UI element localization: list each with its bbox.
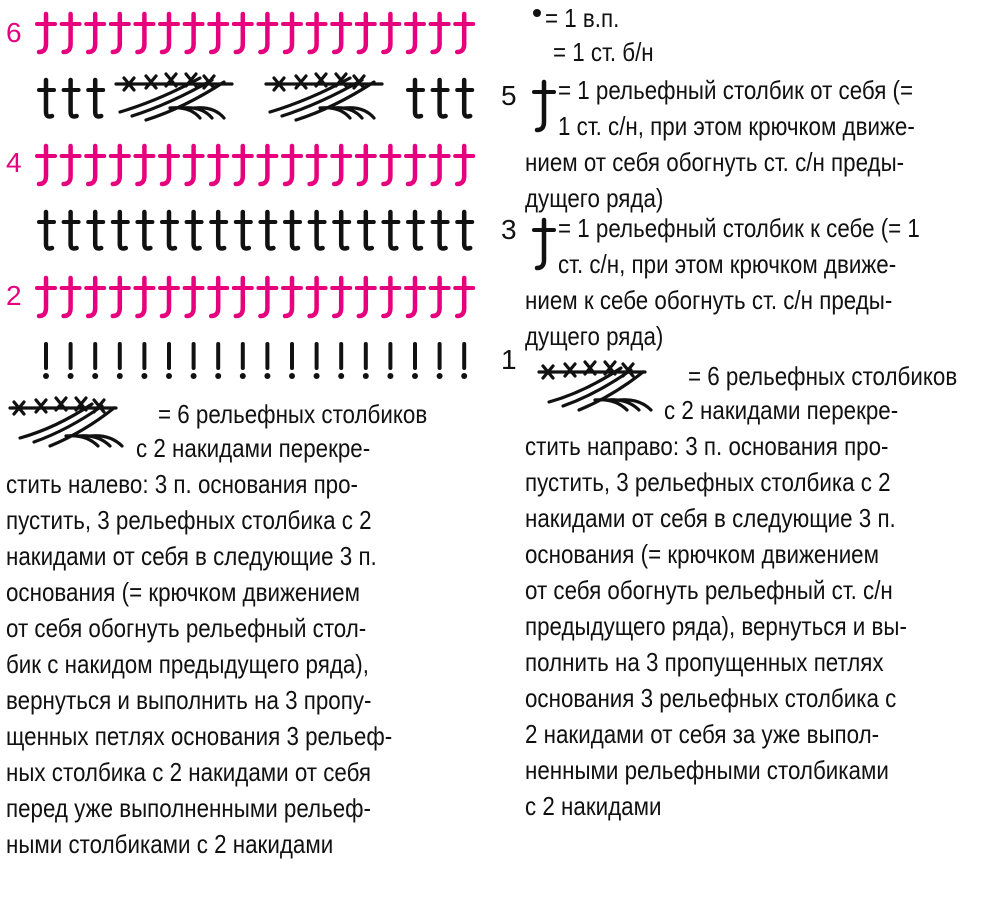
row1-stitch (314, 344, 320, 379)
front-post-dc-line-4: дущего ряда) (525, 183, 664, 213)
row5-cable-right (266, 74, 382, 120)
row2-stitch (209, 278, 227, 316)
cross-left-line-2: с 2 накидами перекре- (136, 433, 371, 463)
row5-stitch (408, 80, 423, 117)
row6-stitch (62, 14, 80, 52)
front-post-dc-icon (530, 74, 558, 134)
back-post-dc-icon (530, 212, 558, 272)
row2-stitch (160, 278, 178, 316)
row2-stitch (135, 278, 153, 316)
row4-stitch (308, 146, 326, 184)
row3-stitch (433, 212, 448, 249)
cross-right-line-8: предыдущего ряда), вернуться и вы- (525, 611, 907, 641)
back-post-dc-line-4: дущего ряда) (525, 321, 664, 351)
row4-stitch (185, 146, 203, 184)
row6-stitch (308, 14, 326, 52)
cross-right-line-10: основания 3 рельефных столбика с (525, 683, 897, 713)
cross-left-line-6: основания (= крючком движением (6, 577, 360, 607)
row3-stitch (359, 212, 374, 249)
row4-stitch (135, 146, 153, 184)
cross-right-line-13: с 2 накидами (525, 791, 662, 821)
row3-stitch (137, 212, 152, 249)
row3-stitch (113, 212, 128, 249)
row6-stitch (135, 14, 153, 52)
cross-right-line-2: с 2 накидами перекре- (664, 395, 899, 425)
row4-stitch (37, 146, 55, 184)
row6-stitch (234, 14, 252, 52)
row6-stitch (111, 14, 129, 52)
row3-stitch (408, 212, 423, 249)
row2-stitch (357, 278, 375, 316)
row4-stitch (160, 146, 178, 184)
row2-stitch (431, 278, 449, 316)
cross-right-line-5: накидами от себя в следующие 3 п. (525, 503, 896, 533)
row1-stitch (289, 344, 295, 379)
row3-stitch (64, 212, 79, 249)
row1-stitch (240, 344, 246, 379)
row2-stitch (62, 278, 80, 316)
crochet-chart (0, 0, 500, 380)
row6-stitch (37, 14, 55, 52)
row-number-4: 4 (6, 147, 22, 178)
row3-stitch (236, 212, 251, 249)
row2-stitch (406, 278, 424, 316)
row-number-2: 2 (6, 280, 22, 311)
single-crochet-definition: = 1 ст. б/н (553, 37, 654, 67)
row1-stitch (437, 344, 443, 379)
row6-stitch (332, 14, 350, 52)
row6-stitch (283, 14, 301, 52)
row6-stitch (381, 14, 399, 52)
cross-left-line-9: вернуться и выполнить на 3 пропу- (6, 685, 372, 715)
chain-definition: = 1 в.п. (545, 3, 620, 33)
front-post-dc-line-3: нием от себя обогнуть ст. с/н преды- (525, 147, 905, 177)
cross-left-line-5: накидами от себя в следующие 3 п. (6, 541, 377, 571)
row3-stitch (88, 212, 103, 249)
front-post-dc-line-2: 1 ст. с/н, при этом крючком движе- (558, 111, 915, 141)
cross-left-line-12: перед уже выполненными рельеф- (6, 793, 372, 823)
row6-stitch (160, 14, 178, 52)
row1-stitch (461, 344, 467, 379)
row6-stitch (406, 14, 424, 52)
chain-stitch-icon (531, 6, 545, 20)
row6-stitch (209, 14, 227, 52)
cross-left-line-3: стить налево: 3 п. основания про- (6, 469, 358, 499)
chart-symbols (37, 14, 473, 379)
row6-stitch (357, 14, 375, 52)
cross-left-line-10: щенных петлях основания 3 рельеф- (6, 721, 393, 751)
row1-stitch (166, 344, 172, 379)
cross-right-line-1: = 6 рельефных столбиков (688, 361, 958, 391)
row5-cable-left (116, 74, 232, 120)
row3-stitch (383, 212, 398, 249)
cross-right-line-6: основания (= крючком движением (525, 539, 879, 569)
row2-stitch (332, 278, 350, 316)
row3-stitch (211, 212, 226, 249)
row2-stitch (455, 278, 473, 316)
row4-stitch (357, 146, 375, 184)
row4-stitch (283, 146, 301, 184)
row5-stitch (457, 80, 472, 117)
row2-stitch (111, 278, 129, 316)
row3-stitch (39, 212, 54, 249)
cross-right-line-3: стить направо: 3 п. основания про- (525, 431, 889, 461)
back-post-dc-line-2: ст. с/н, при этом крючком движе- (558, 249, 897, 279)
row6-stitch (431, 14, 449, 52)
row1-stitch (264, 344, 270, 379)
row2-stitch (234, 278, 252, 316)
row3-stitch (260, 212, 275, 249)
back-post-dc-line-1: = 1 рельефный столбик к себе (= 1 (558, 213, 920, 243)
row4-stitch (86, 146, 104, 184)
row4-stitch (209, 146, 227, 184)
row1-stitch (215, 344, 221, 379)
row2-stitch (381, 278, 399, 316)
row1-stitch (387, 344, 393, 379)
row6-stitch (455, 14, 473, 52)
row5-stitch (39, 80, 54, 117)
row1-stitch (92, 344, 98, 379)
front-post-dc-line-1: = 1 рельефный столбик от себя (= (558, 75, 914, 105)
cross-right-line-9: полнить на 3 пропущенных петлях (525, 647, 884, 677)
row4-stitch (406, 146, 424, 184)
cross-left-line-4: пустить, 3 рельефных столбика с 2 (6, 505, 372, 535)
row2-stitch (37, 278, 55, 316)
row1-stitch (338, 344, 344, 379)
row3-stitch (285, 212, 300, 249)
row3-stitch (457, 212, 472, 249)
row4-stitch (332, 146, 350, 184)
row5-stitch (64, 80, 79, 117)
row5-stitch (88, 80, 103, 117)
row2-stitch (283, 278, 301, 316)
cross-right-icon (535, 358, 663, 416)
row-number-1: 1 (501, 344, 517, 375)
row3-stitch (334, 212, 349, 249)
row4-stitch (431, 146, 449, 184)
row6-stitch (258, 14, 276, 52)
cross-left-line-13: ными столбиками с 2 накидами (6, 829, 334, 859)
cross-left-line-7: от себя обогнуть рельефный стол- (6, 613, 367, 643)
row-number-6: 6 (6, 17, 22, 48)
row1-stitch (363, 344, 369, 379)
row5-stitch (433, 80, 448, 117)
row4-stitch (111, 146, 129, 184)
row1-stitch (43, 344, 49, 379)
row3-stitch (310, 212, 325, 249)
row-number-3: 3 (501, 214, 517, 245)
cross-left-line-11: ных столбика с 2 накидами от себя (6, 757, 372, 787)
row1-stitch (117, 344, 123, 379)
row6-stitch (86, 14, 104, 52)
row1-stitch (68, 344, 74, 379)
row4-stitch (62, 146, 80, 184)
row1-stitch (191, 344, 197, 379)
row1-stitch (141, 344, 147, 379)
row2-stitch (308, 278, 326, 316)
row4-stitch (381, 146, 399, 184)
cross-right-line-7: от себя обогнуть рельефный ст. с/н (525, 575, 893, 605)
cross-left-icon (6, 394, 134, 452)
row1-stitch (412, 344, 418, 379)
cross-right-line-11: 2 накидами от себя за уже выпол- (525, 719, 880, 749)
back-post-dc-line-3: нием к себе обогнуть ст. с/н преды- (525, 285, 893, 315)
cross-right-line-12: ненными рельефными столбиками (525, 755, 889, 785)
row2-stitch (185, 278, 203, 316)
row2-stitch (86, 278, 104, 316)
cross-right-line-4: пустить, 3 рельефных столбика с 2 (525, 467, 891, 497)
row-number-5: 5 (501, 80, 517, 111)
row2-stitch (258, 278, 276, 316)
row6-stitch (185, 14, 203, 52)
cross-left-line-1: = 6 рельефных столбиков (158, 399, 428, 429)
row4-stitch (234, 146, 252, 184)
row4-stitch (455, 146, 473, 184)
row3-stitch (187, 212, 202, 249)
row3-stitch (162, 212, 177, 249)
cross-left-line-8: бик с накидом предыдущего ряда), (6, 649, 369, 679)
row4-stitch (258, 146, 276, 184)
